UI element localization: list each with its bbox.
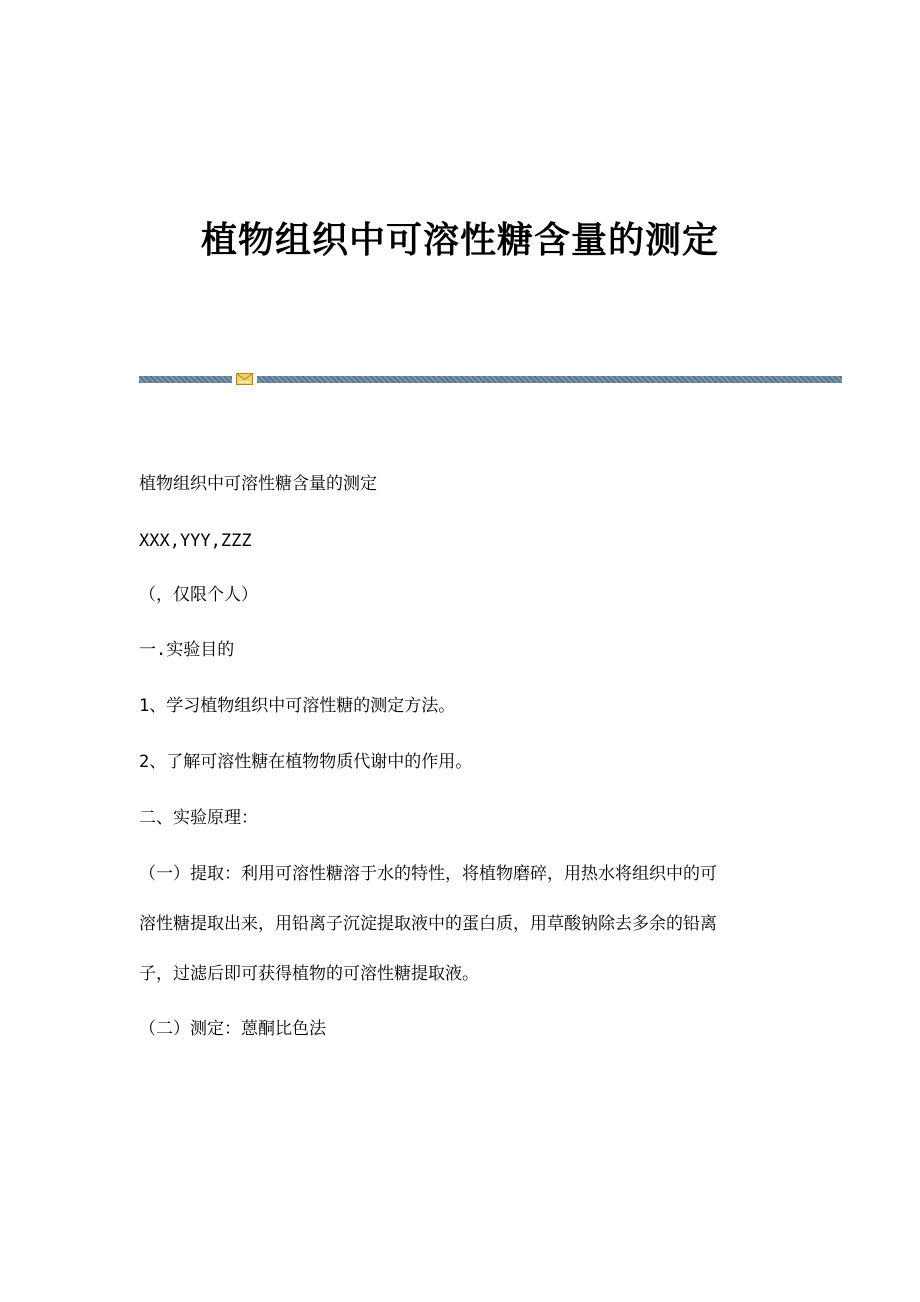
divider-bar-left bbox=[139, 376, 232, 383]
principle-extraction-line-3: 子，过滤后即可获得植物的可溶性糖提取液。 bbox=[139, 964, 479, 984]
principle-extraction-line-2: 溶性糖提取出来，用铅离子沉淀提取液中的蛋白质，用草酸钠除去多余的铅离 bbox=[139, 914, 717, 934]
title-divider bbox=[139, 372, 842, 386]
purpose-item-1: 1、学习植物组织中可溶性糖的测定方法。 bbox=[139, 696, 456, 716]
principle-extraction-line-1: （一）提取：利用可溶性糖溶于水的特性，将植物磨碎，用热水将组织中的可 bbox=[139, 864, 717, 884]
divider-bar-right bbox=[257, 376, 842, 383]
purpose-item-2: 2、了解可溶性糖在植物物质代谢中的作用。 bbox=[139, 752, 473, 772]
body-subtitle: 植物组织中可溶性糖含量的测定 bbox=[139, 474, 377, 494]
document-title: 植物组织中可溶性糖含量的测定 bbox=[200, 219, 719, 261]
section-heading-purpose: 一.实验目的 bbox=[139, 640, 235, 660]
envelope-icon bbox=[236, 373, 253, 385]
authors-line: XXX,YYY,ZZZ bbox=[139, 531, 252, 551]
principle-measurement: （二）测定：蒽酮比色法 bbox=[139, 1019, 326, 1039]
section-heading-principle: 二、实验原理： bbox=[139, 808, 258, 828]
usage-note: （，仅限个人） bbox=[139, 585, 258, 605]
